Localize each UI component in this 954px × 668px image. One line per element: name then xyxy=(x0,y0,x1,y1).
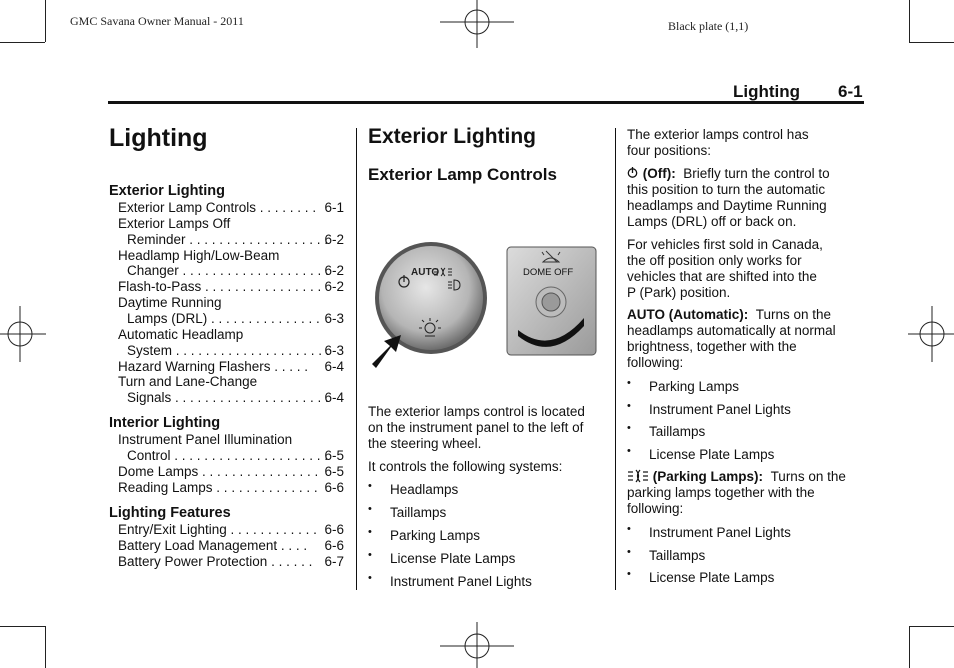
toc-entry-page[interactable]: 6-6 xyxy=(324,479,344,495)
bullet-icon: • xyxy=(627,523,631,535)
toc-entry-text[interactable]: Reminder . . . . . . . . . . . . . . . . . . . xyxy=(127,231,329,247)
off-description: (Off): Briefly turn the control to this position to turn the automatic headlamps and Daytime Running Lamps (DRL) off or back on. xyxy=(627,166,830,229)
bullet-icon: • xyxy=(627,568,631,580)
toc-entry-page[interactable]: 6-3 xyxy=(324,310,344,326)
bullet-icon: • xyxy=(368,549,372,561)
toc-entry-text[interactable]: Exterior Lamps Off xyxy=(118,215,231,231)
bullet-icon: • xyxy=(368,503,372,515)
toc-entry-page[interactable]: 6-4 xyxy=(324,390,344,406)
bullet-icon: • xyxy=(627,377,631,389)
registration-mark-top xyxy=(440,0,514,50)
toc-entry-text[interactable]: Lamps (DRL) . . . . . . . . . . . . . . . xyxy=(127,310,320,326)
column-divider xyxy=(356,128,357,590)
toc-entry-text[interactable]: Instrument Panel Illumination xyxy=(118,432,293,447)
auto-description: AUTO (Automatic): Turns on the headlamps automatically at normal brightness, together with the following: xyxy=(627,307,836,370)
toc-entry-text[interactable]: Battery Power Protection . . . . . . xyxy=(118,553,313,569)
parking-lamp-icon xyxy=(627,469,649,483)
toc-section-heading: Lighting Features xyxy=(109,505,231,521)
column-divider xyxy=(615,128,616,590)
toc-entry-page[interactable]: 6-5 xyxy=(324,447,344,463)
bullet-icon: • xyxy=(627,399,631,412)
toc-section-heading: Interior Lighting xyxy=(109,415,221,431)
toc-entry-text[interactable]: Turn and Lane-Change xyxy=(118,374,258,390)
toc-entry-text[interactable]: Reading Lamps . . . . . . . . . . . . . . xyxy=(118,479,318,495)
running-head-title: Lighting xyxy=(733,82,801,101)
subsection-heading: Exterior Lamp Controls xyxy=(368,165,557,184)
toc-entry-text[interactable]: Daytime Running xyxy=(118,295,222,311)
bullet-icon: • xyxy=(368,526,372,538)
running-head-page: 6-1 xyxy=(838,82,863,101)
figure-description: The exterior lamps control is located on the instrument panel to the left of the steering wheel. xyxy=(368,404,585,451)
toc-entry-text[interactable]: System . . . . . . . . . . . . . . . . . . . . . xyxy=(127,342,330,358)
toc-entry-page[interactable]: 6-2 xyxy=(324,231,344,247)
toc-entry-page[interactable]: 6-7 xyxy=(324,553,344,569)
toc-entry-text[interactable]: Dome Lamps . . . . . . . . . . . . . . . . xyxy=(118,463,319,479)
toc-entry-text[interactable]: Control . . . . . . . . . . . . . . . . . . . . . xyxy=(127,447,329,463)
arrow-icon xyxy=(372,335,401,368)
toc-entry-page[interactable]: 6-2 xyxy=(324,263,344,279)
bullet-icon: • xyxy=(627,445,631,458)
toc-entry-page[interactable]: 6-6 xyxy=(324,537,344,553)
registration-mark-right xyxy=(908,306,954,362)
power-icon xyxy=(627,166,639,179)
toc-entry-text[interactable]: Signals . . . . . . . . . . . . . . . . . . . . . xyxy=(127,390,329,406)
toc-entry-text[interactable]: Headlamp High/Low-Beam xyxy=(118,247,280,263)
toc-entry-page[interactable]: 6-5 xyxy=(324,463,344,479)
toc-entry-page[interactable]: 6-6 xyxy=(324,522,344,537)
bullet-icon: • xyxy=(368,480,372,492)
toc-entry-text[interactable]: Exterior Lamp Controls . . . . . . . . xyxy=(118,200,317,215)
systems-intro: It controls the following systems: xyxy=(368,459,563,474)
registration-mark-left xyxy=(0,306,46,362)
toc-entry-text[interactable]: Entry/Exit Lighting . . . . . . . . . . . . xyxy=(118,522,317,537)
section-heading: Exterior Lighting xyxy=(368,125,536,148)
lamp-control-figure xyxy=(368,238,600,368)
toc-entry-text[interactable]: Automatic Headlamp xyxy=(118,326,244,342)
canada-note: For vehicles first sold in Canada, the off position only works for vehicles that are shifted into the P (Park) position. xyxy=(627,237,823,300)
toc-section-heading: Exterior Lighting xyxy=(109,183,225,199)
toc-entry-text[interactable]: Flash-to-Pass . . . . . . . . . . . . . . . . xyxy=(118,279,322,295)
dome-off-label: DOME OFF xyxy=(523,267,574,278)
print-header-right: Black plate (1,1) xyxy=(668,19,749,33)
header-rule xyxy=(108,101,864,104)
print-header-left: GMC Savana Owner Manual - 2011 xyxy=(70,14,244,28)
toc-entry-page[interactable]: 6-4 xyxy=(324,358,344,374)
bullet-icon: • xyxy=(627,545,631,558)
registration-mark-bottom xyxy=(440,622,514,668)
bullet-icon: • xyxy=(627,422,631,435)
chapter-title: Lighting xyxy=(109,124,208,152)
toc-entry-text[interactable]: Hazard Warning Flashers . . . . . xyxy=(118,358,309,374)
toc-entry-page[interactable]: 6-3 xyxy=(324,342,344,358)
toc-entry-page[interactable]: 6-2 xyxy=(324,279,344,295)
parking-description: (Parking Lamps): Turns on the parking lamps together with the following: xyxy=(627,469,846,516)
toc-entry-text[interactable]: Battery Load Management . . . . xyxy=(118,537,308,553)
positions-intro: The exterior lamps control has four positions: xyxy=(627,127,809,158)
toc-entry-page[interactable]: 6-1 xyxy=(324,200,344,215)
toc-entry-text[interactable]: Changer . . . . . . . . . . . . . . . . . . . . xyxy=(127,263,329,279)
bullet-icon: • xyxy=(368,572,372,584)
knob-auto-label: AUTO xyxy=(411,267,440,278)
